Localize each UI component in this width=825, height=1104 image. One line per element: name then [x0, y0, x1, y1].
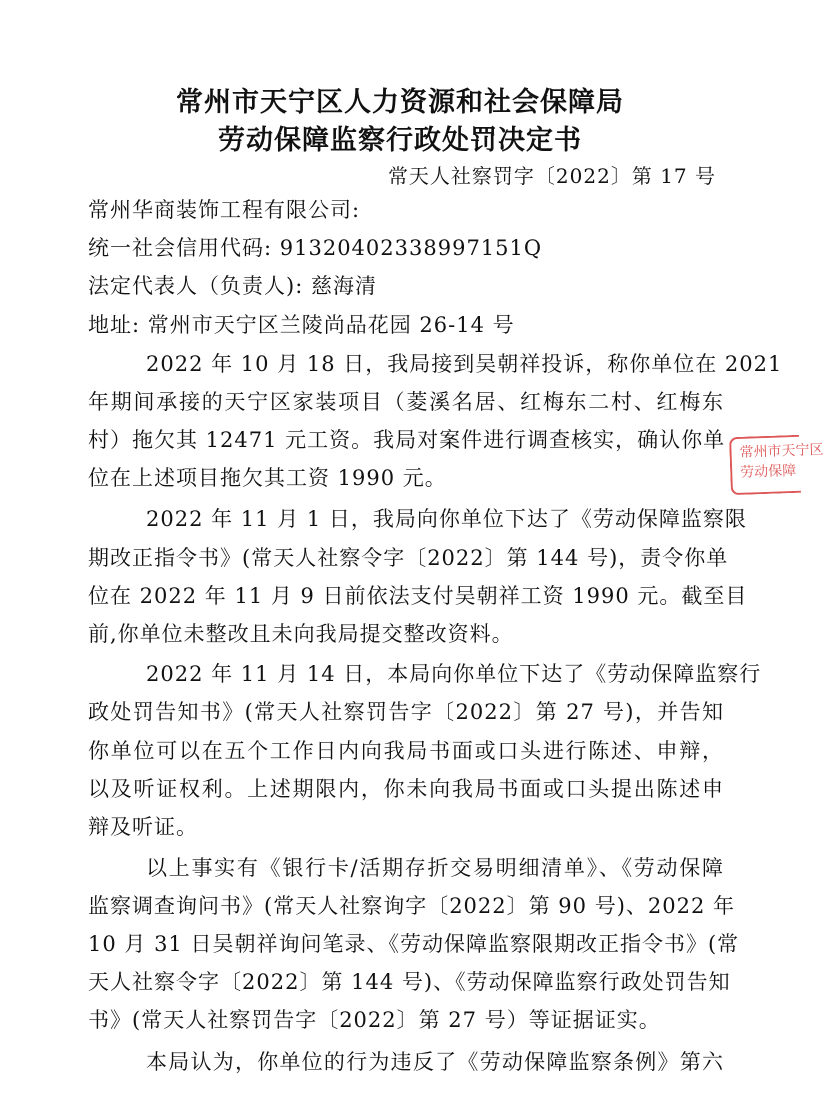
issuer-title: 常州市天宁区人力资源和社会保障局: [176, 87, 624, 118]
paragraph-line: 政处罚告知书》(常天人社察罚告字〔2022〕第 27 号)，并告知: [88, 700, 724, 724]
paragraph-line: 位在 2022 年 11 月 9 日前依法支付吴朝祥工资 1990 元。截至目: [88, 584, 748, 608]
paragraph-line: 期改正指令书》(常天人社察令字〔2022〕第 144 号)，责令你单: [88, 546, 729, 570]
paragraph-line: 辩及听证。: [88, 815, 198, 839]
paragraph-line: 以及听证权利。上述期限内，你未向我局书面或口头提出陈述申: [88, 777, 724, 801]
paragraph-line: 年期间承接的天宁区家装项目（菱溪名居、红梅东二村、红梅东: [88, 390, 724, 414]
stamp-text-line: 常州市天宁区: [739, 441, 824, 461]
paragraph-line: 2022 年 11 月 14 日，本局向你单位下达了《劳动保障监察行: [146, 662, 762, 686]
recipient-legal-rep: 法定代表人（负责人): 慈海清: [88, 274, 377, 298]
recipient-credit-code: 统一社会信用代码: 91320402338997151Q: [88, 236, 543, 260]
paragraph-line: 2022 年 10 月 18 日，我局接到吴朝祥投诉，称你单位在 2021: [146, 352, 783, 376]
recipient-address: 地址: 常州市天宁区兰陵尚品花园 26-14 号: [88, 313, 515, 337]
stamp-text-line: 劳动保障: [739, 462, 797, 481]
document-number: 常天人社察罚字〔2022〕第 17 号: [387, 164, 716, 188]
paragraph-line: 位在上述项目拖欠其工资 1990 元。: [88, 466, 447, 490]
paragraph-line: 村）拖欠其 12471 元工资。我局对案件进行调查核实，确认你单: [88, 428, 726, 452]
paragraph-line: 2022 年 11 月 1 日，我局向你单位下达了《劳动保障监察限: [146, 507, 747, 531]
document-title: 劳动保障监察行政处罚决定书: [218, 125, 582, 156]
paragraph-line: 天人社察令字〔2022〕第 144 号)、《劳动保障监察行政处罚告知: [88, 970, 731, 994]
paragraph-line: 本局认为，你单位的行为违反了《劳动保障监察条例》第六: [146, 1050, 724, 1074]
paragraph-line: 前,你单位未整改且未向我局提交整改资料。: [88, 622, 514, 646]
recipient-company: 常州华商装饰工程有限公司:: [88, 198, 361, 222]
paragraph-line: 监察调查询问书》(常天人社察询字〔2022〕第 90 号)、2022 年: [88, 894, 736, 918]
paragraph-line: 10 月 31 日吴朝祥询问笔录、《劳动保障监察限期改正指令书》(常: [88, 932, 740, 956]
paragraph-line: 以上事实有《银行卡/活期存折交易明细清单》、《劳动保障: [146, 856, 724, 880]
paragraph-line: 你单位可以在五个工作日内向我局书面或口头进行陈述、申辩，: [88, 739, 724, 763]
official-seal-stamp: [729, 435, 824, 495]
paragraph-line: 书》(常天人社察罚告字〔2022〕第 27 号）等证据证实。: [88, 1008, 661, 1032]
